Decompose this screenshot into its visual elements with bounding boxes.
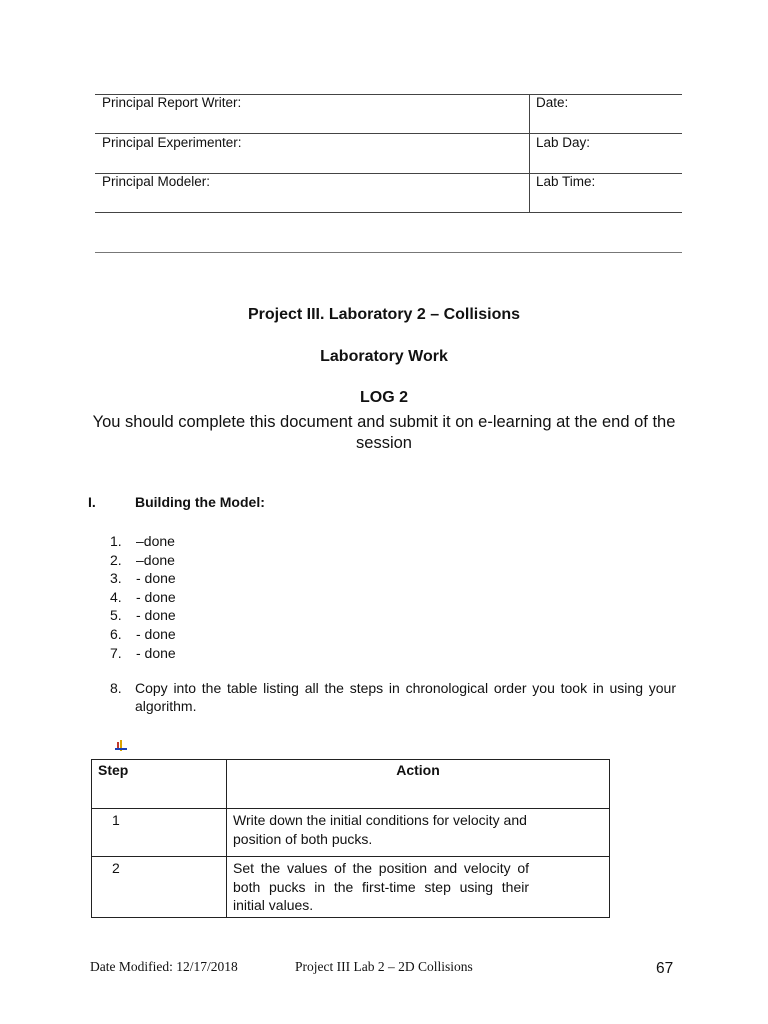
section-number: I. <box>88 494 96 510</box>
table-anchor-icon <box>114 739 128 753</box>
list-item: 6. - done <box>110 625 176 642</box>
lab-day-label: Lab Day: <box>536 135 591 150</box>
table-row <box>92 809 610 857</box>
table-header-row <box>92 760 610 809</box>
step-number: 2 <box>92 857 227 918</box>
instruction-text: You should complete this document and submit it on e-learning at the end of the session <box>92 413 676 452</box>
table-rule <box>95 133 682 134</box>
page-number: 67 <box>656 960 674 977</box>
done-list <box>110 532 176 662</box>
report-writer-label: Principal Report Writer: <box>102 95 242 110</box>
table-row <box>92 857 610 918</box>
step-action: Set the values of the position and velocity of both pucks in the first-time step using their initial values. <box>227 857 610 918</box>
table-divider <box>529 94 530 212</box>
table-rule <box>95 252 682 253</box>
step-column-header: Step <box>92 760 227 809</box>
list-item-8: 8. Copy into the table listing all the steps in chronological order you took in using your algorithm. <box>110 680 676 714</box>
footer-date-modified: Date Modified: 12/17/2018 <box>90 959 238 974</box>
modeler-label: Principal Modeler: <box>102 174 211 189</box>
document-subtitle: Laboratory Work <box>320 348 448 365</box>
table-rule <box>95 212 682 213</box>
step-number: 1 <box>92 809 227 857</box>
list-item: 1. –done <box>110 533 175 549</box>
lab-time-label: Lab Time: <box>536 174 596 189</box>
step-action: Write down the initial conditions for velocity and position of both pucks. <box>227 809 610 857</box>
list-item: 4. - done <box>110 588 176 605</box>
steps-table <box>91 759 610 918</box>
footer-doc-title: Project III Lab 2 – 2D Collisions <box>295 959 473 974</box>
list-item: 5. - done <box>110 607 176 624</box>
experimenter-label: Principal Experimenter: <box>102 135 242 150</box>
list-item: 2. –done <box>110 551 175 568</box>
action-column-header: Action <box>227 760 610 809</box>
list-item: 7. - done <box>110 644 176 661</box>
log-title: LOG 2 <box>359 389 408 406</box>
section-heading: Building the Model: <box>135 494 265 510</box>
document-title: Project III. Laboratory 2 – Collisions <box>247 306 521 323</box>
date-label: Date: <box>536 95 569 110</box>
list-item: 3. - done <box>110 570 176 587</box>
